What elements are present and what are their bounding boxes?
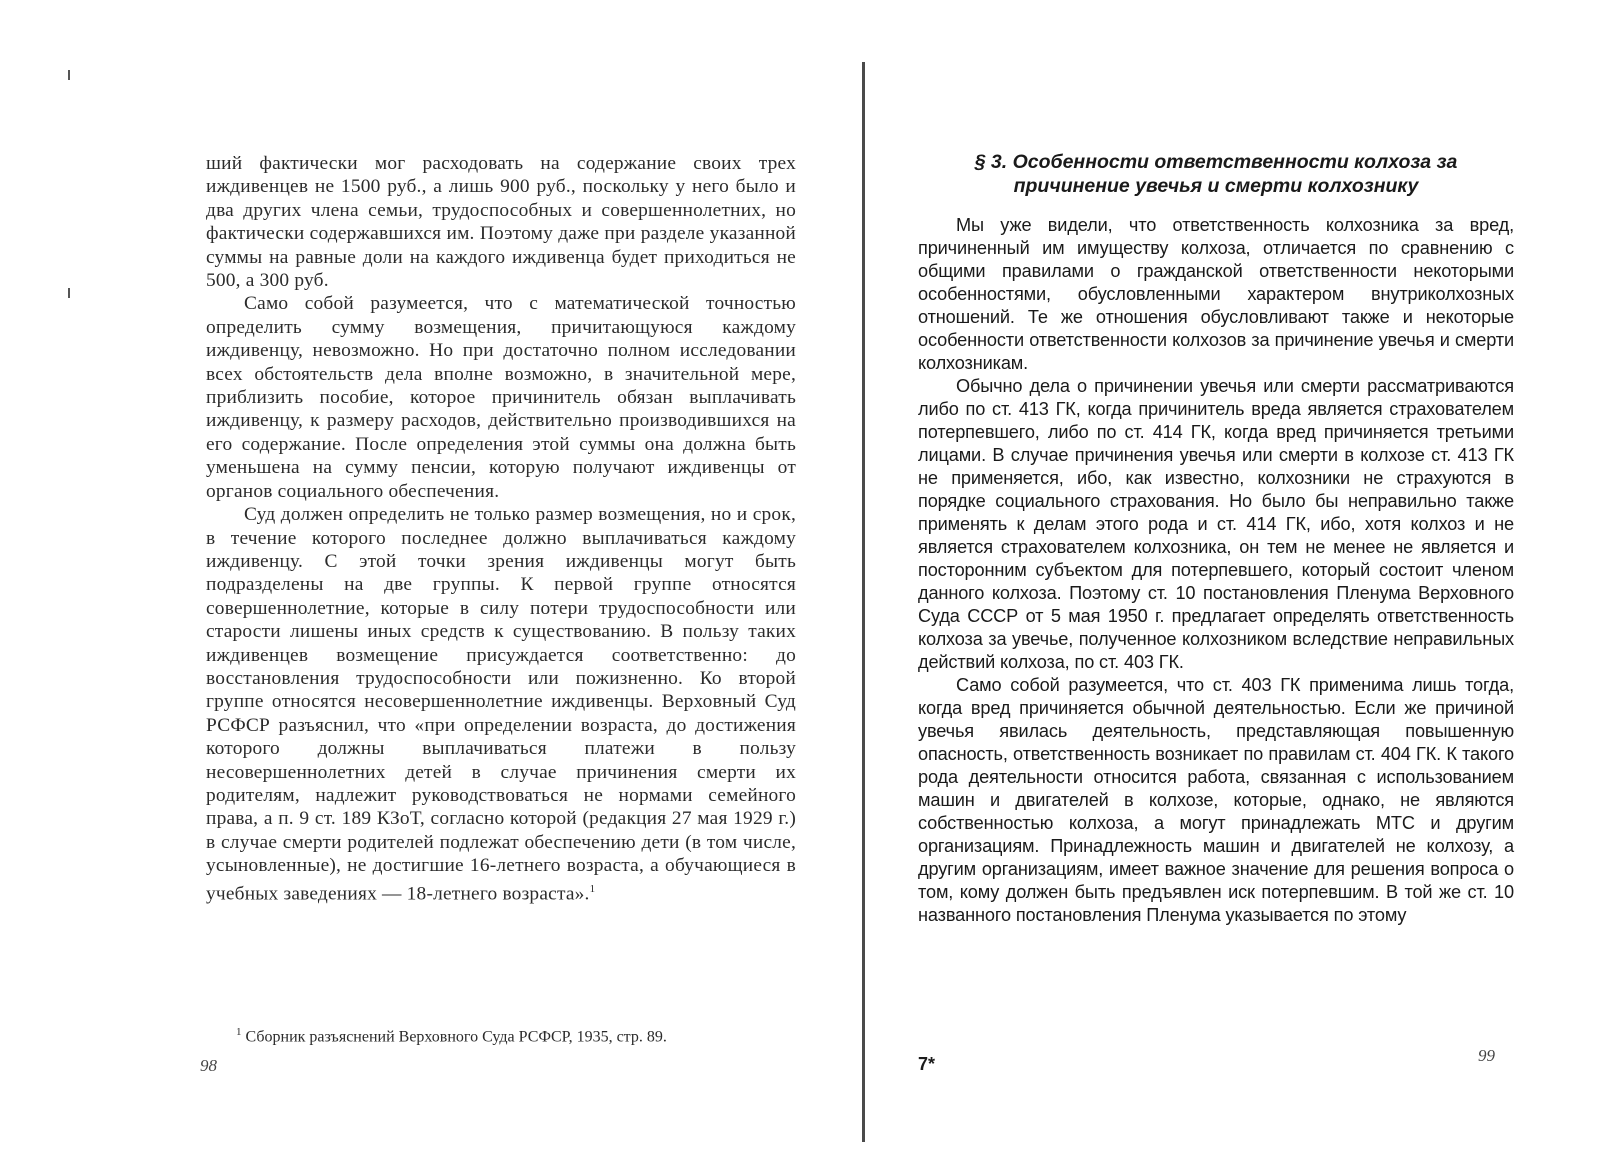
- margin-mark: [68, 288, 70, 298]
- page-number-left: 98: [200, 1056, 217, 1075]
- paragraph: Само собой разумеется, что ст. 403 ГК применима лишь тогда, когда вред причиняется обычной деятельностью. Если же причиной увечья явилась деятельность, представляющая повышенную опасность, ответственность возникает по правилам ст. 404 ГК. К такого рода деятельности относится работа, связанная с использованием машин и двигателей в колхозе, которые, однако, не являются собственностью колхоза, а могут принадлежать МТС и другим организациям. Принадлежность машин и двигателей не колхозу, а другим организациям, имеет важное значение для решения вопроса о том, кому должен быть предъявлен иск потерпевшим. В той же ст. 10 названного постановления Пленума указывается по этому: [918, 675, 1514, 925]
- right-body-text: [918, 214, 1514, 927]
- footnote-text: Сборник разъяснений Верховного Суда РСФСР, 1935, стр. 89.: [245, 1028, 667, 1046]
- footnote-ref: 1: [589, 882, 596, 895]
- page-number-right: 99: [1478, 1046, 1495, 1065]
- paragraph: ший фактически мог расходовать на содержание своих трех иждивенцев не 1500 руб., а лишь 900 руб., поскольку у него было и два других члена семьи, трудоспособных и совершеннолетних, но фактически содержавшихся им. Поэтому даже при разделе указанной суммы на равные доли на каждого иждивенца будет приходиться не 500, а 300 руб.: [206, 153, 796, 292]
- paragraph: Само собой разумеется, что с математической точностью определить сумму возмещения, причитающуюся каждому иждивенцу, невозможно. Но при достаточно полном исследовании всех обстоятельств дела вполне возможно, в значительной мере, приблизить пособие, которое причинитель обязан выплачивать иждивенцу, к размеру расходов, действительно производившихся на его содержание. После определения этой суммы она должна быть уменьшена на сумму пенсии, которую получают иждивенцы от органов социального обеспечения.: [206, 293, 796, 502]
- section-title: § 3. Особенности ответственности колхоза за причинение увечья и смерти колхознику: [974, 151, 1458, 197]
- footnote: [206, 1022, 796, 1047]
- right-page: [868, 0, 1600, 1164]
- paragraph-text: Суд должен определить не только размер возмещения, но и срок, в течение которого последнее должно выплачиваться каждому иждивенцу. С этой точки зрения иждивенцы могут быть подразделены на две группы. К первой группе относятся совершеннолетние, которые в силу потери трудоспособности или старости лишены иных средств к существованию. В пользу таких иждивенцев возмещение присуждается соответственно: до восстановления трудоспособности или пожизненно. Ко второй группе относятся несовершеннолетние иждивенцы. Верховный Суд РСФСР разъяснил, что «при определении возраста, до достижения которого должны выплачиваться платежи в пользу несовершеннолетних детей в случае причинения смерти их родителям, надлежит руководствоваться не нормами семейного права, а п. 9 ст. 189 КЗоТ, согласно которой (редакция 27 мая 1929 г.) в случае смерти родителей подлежат обеспечению дети (в том числе, усыновленные), не достигшие 16-летнего возраста, а обучающиеся в учебных заведениях — 18-летнего возраста».: [206, 504, 796, 905]
- footnote-number: 1: [236, 1026, 242, 1038]
- page-binding: [862, 62, 865, 1142]
- signature-mark: 7*: [918, 1054, 936, 1074]
- paragraph: Мы уже видели, что ответственность колхозника за вред, причиненный им имуществу колхоза, отличается по сравнению с общими правилами о гражданской ответственности некоторыми особенностями, обусловленными характером внутриколхозных отношений. Те же отношения обусловливают также и некоторые особенности ответственности колхозов за причинение увечья и смерти колхозникам.: [918, 215, 1514, 373]
- paragraph: [206, 503, 796, 905]
- left-body-text: [206, 152, 796, 905]
- paragraph: Обычно дела о причинении увечья или смерти рассматриваются либо по ст. 413 ГК, когда причинитель вреда является страхователем потерпевшего, либо по ст. 414 ГК, когда вред причиняется третьими лицами. В случае причинения увечья или смерти в колхозе ст. 413 ГК не применяется, ибо, как известно, колхозники не страхуются в порядке социального страхования. Но было бы неправильно также применять к делам этого рода и ст. 414 ГК, ибо, хотя колхоз и не является страхователем колхозника, он тем не менее не является и посторонним субъектом для потерпевшего, который состоит членом данного колхоза. Поэтому ст. 10 постановления Пленума Верховного Суда СССР от 5 мая 1950 г. предлагает определять ответственность колхоза за увечье, полученное колхозником вследствие неправильных действий колхоза, по ст. 403 ГК.: [918, 376, 1514, 672]
- margin-mark: [68, 70, 70, 80]
